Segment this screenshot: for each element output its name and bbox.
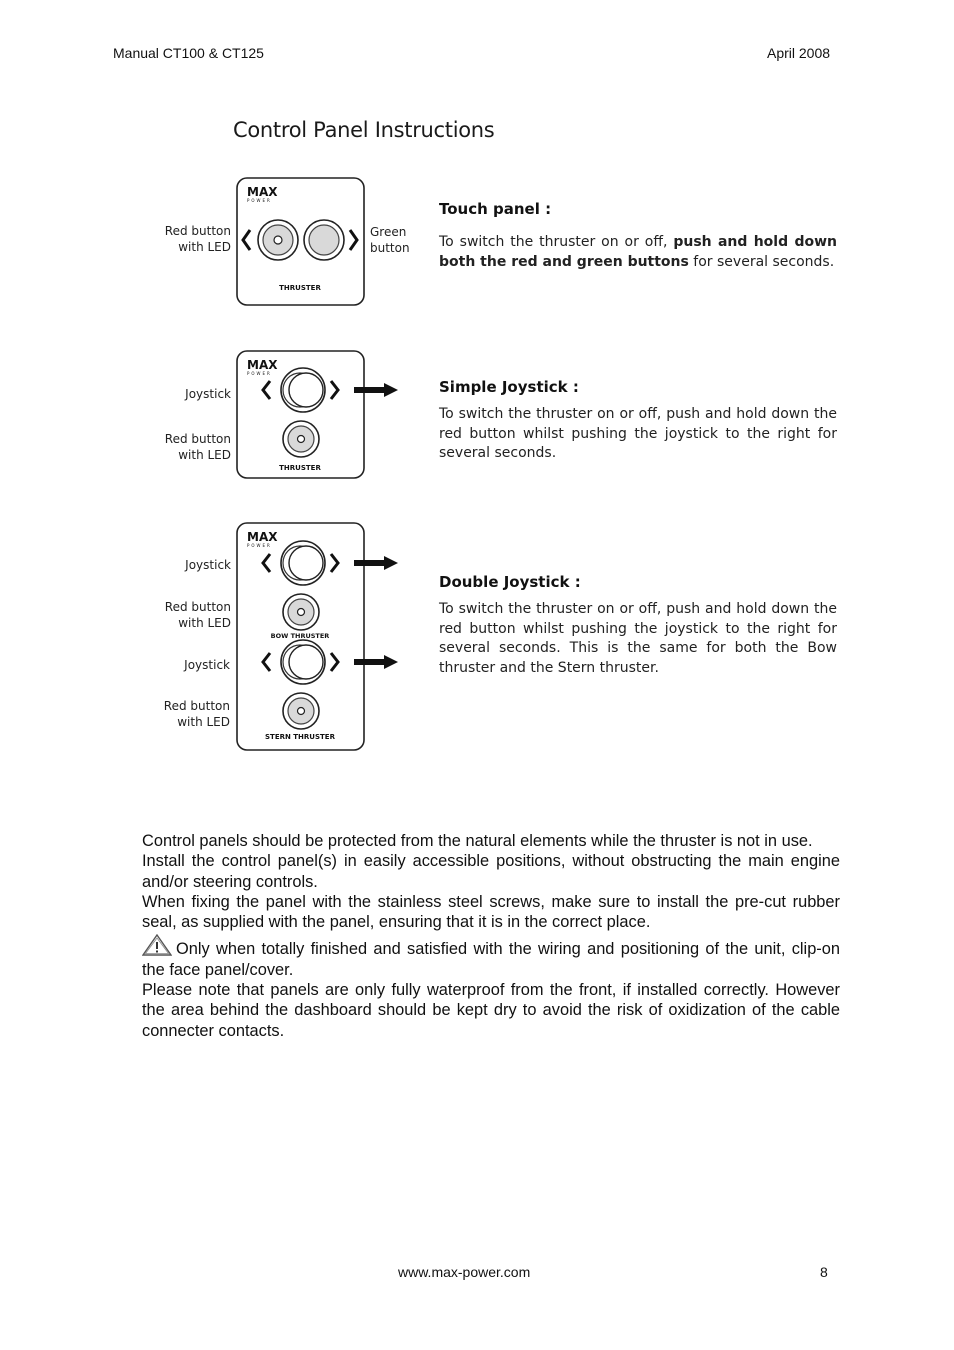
header-left: Manual CT100 & CT125 (113, 45, 264, 61)
logo-sub: POWER (247, 371, 272, 376)
paragraph-2: Install the control panel(s) in easily accessible positions, without obstructing the main engine and/or steering controls. (142, 852, 840, 891)
touch-text: To switch the thruster on or off, push and hold down both the red and green buttons for several seconds. (439, 234, 837, 270)
logo-sub: POWER (247, 543, 272, 548)
double-heading: Double Joystick : (439, 573, 581, 591)
simple-panel-diagram (236, 350, 406, 482)
bow-thruster-caption: BOW THRUSTER (270, 632, 330, 640)
page-number: 8 (820, 1264, 828, 1280)
warning-icon (142, 934, 172, 956)
logo-text: MAX (247, 185, 278, 199)
stern-thruster-caption: STERN THRUSTER (265, 733, 335, 741)
double-label-red-2: Red button with LED (163, 699, 230, 729)
page-title: Control Panel Instructions (233, 118, 495, 142)
red-button-icon (283, 421, 319, 457)
double-text: To switch the thruster on or off, push and hold down the red button whilst pushing the joystick to the right for several seconds. This is the same for both the Bow thruster and the Stern thruster. (439, 601, 837, 676)
logo-text: MAX (247, 358, 278, 372)
red-button-icon (258, 220, 298, 260)
logo-text: MAX (247, 530, 278, 544)
bow-red-button-icon (283, 594, 319, 630)
paragraph-1: Control panels should be protected from the natural elements while the thruster is not in use. (142, 832, 813, 850)
double-label-joystick-2: Joystick (184, 658, 230, 672)
footer-url: www.max-power.com (398, 1264, 531, 1280)
touch-heading: Touch panel : (439, 200, 552, 218)
touch-label-green: Green button (370, 225, 410, 255)
touch-panel-diagram (236, 177, 366, 307)
body-text (142, 831, 840, 1041)
touch-label-red: Red button with LED (164, 224, 231, 254)
double-panel-diagram (236, 522, 406, 754)
double-label-joystick-1: Joystick (185, 558, 231, 572)
stern-joystick-icon (281, 640, 325, 684)
bow-joystick-icon (281, 541, 325, 585)
simple-text: To switch the thruster on or off, push and hold down the red button whilst pushing the joystick to the right for several seconds. (439, 406, 837, 461)
paragraph-3: When fixing the panel with the stainless steel screws, make sure to install the pre-cut rubber seal, as supplied with the panel, ensuring that it is in the correct place. (142, 892, 840, 932)
paragraph-4: Only when totally finished and satisfied with the wiring and positioning of the unit, clip-on the face panel/cover. (142, 934, 840, 980)
header-right: April 2008 (767, 45, 831, 61)
simple-panel-caption: THRUSTER (279, 464, 321, 472)
double-label-red-1: Red button with LED (164, 600, 231, 630)
green-button-icon (304, 220, 344, 260)
simple-heading: Simple Joystick : (439, 378, 579, 396)
joystick-icon (281, 368, 325, 412)
touch-panel-caption: THRUSTER (279, 284, 321, 292)
logo-sub: POWER (247, 198, 272, 203)
stern-red-button-icon (283, 693, 319, 729)
simple-label-red: Red button with LED (164, 432, 231, 462)
paragraph-5: Please note that panels are only fully waterproof from the front, if installed correctly. However the area behind the dashboard should be kept dry to avoid the risk of oxidization of the cable connecter contacts. (142, 981, 840, 1040)
simple-label-joystick: Joystick (185, 387, 231, 401)
